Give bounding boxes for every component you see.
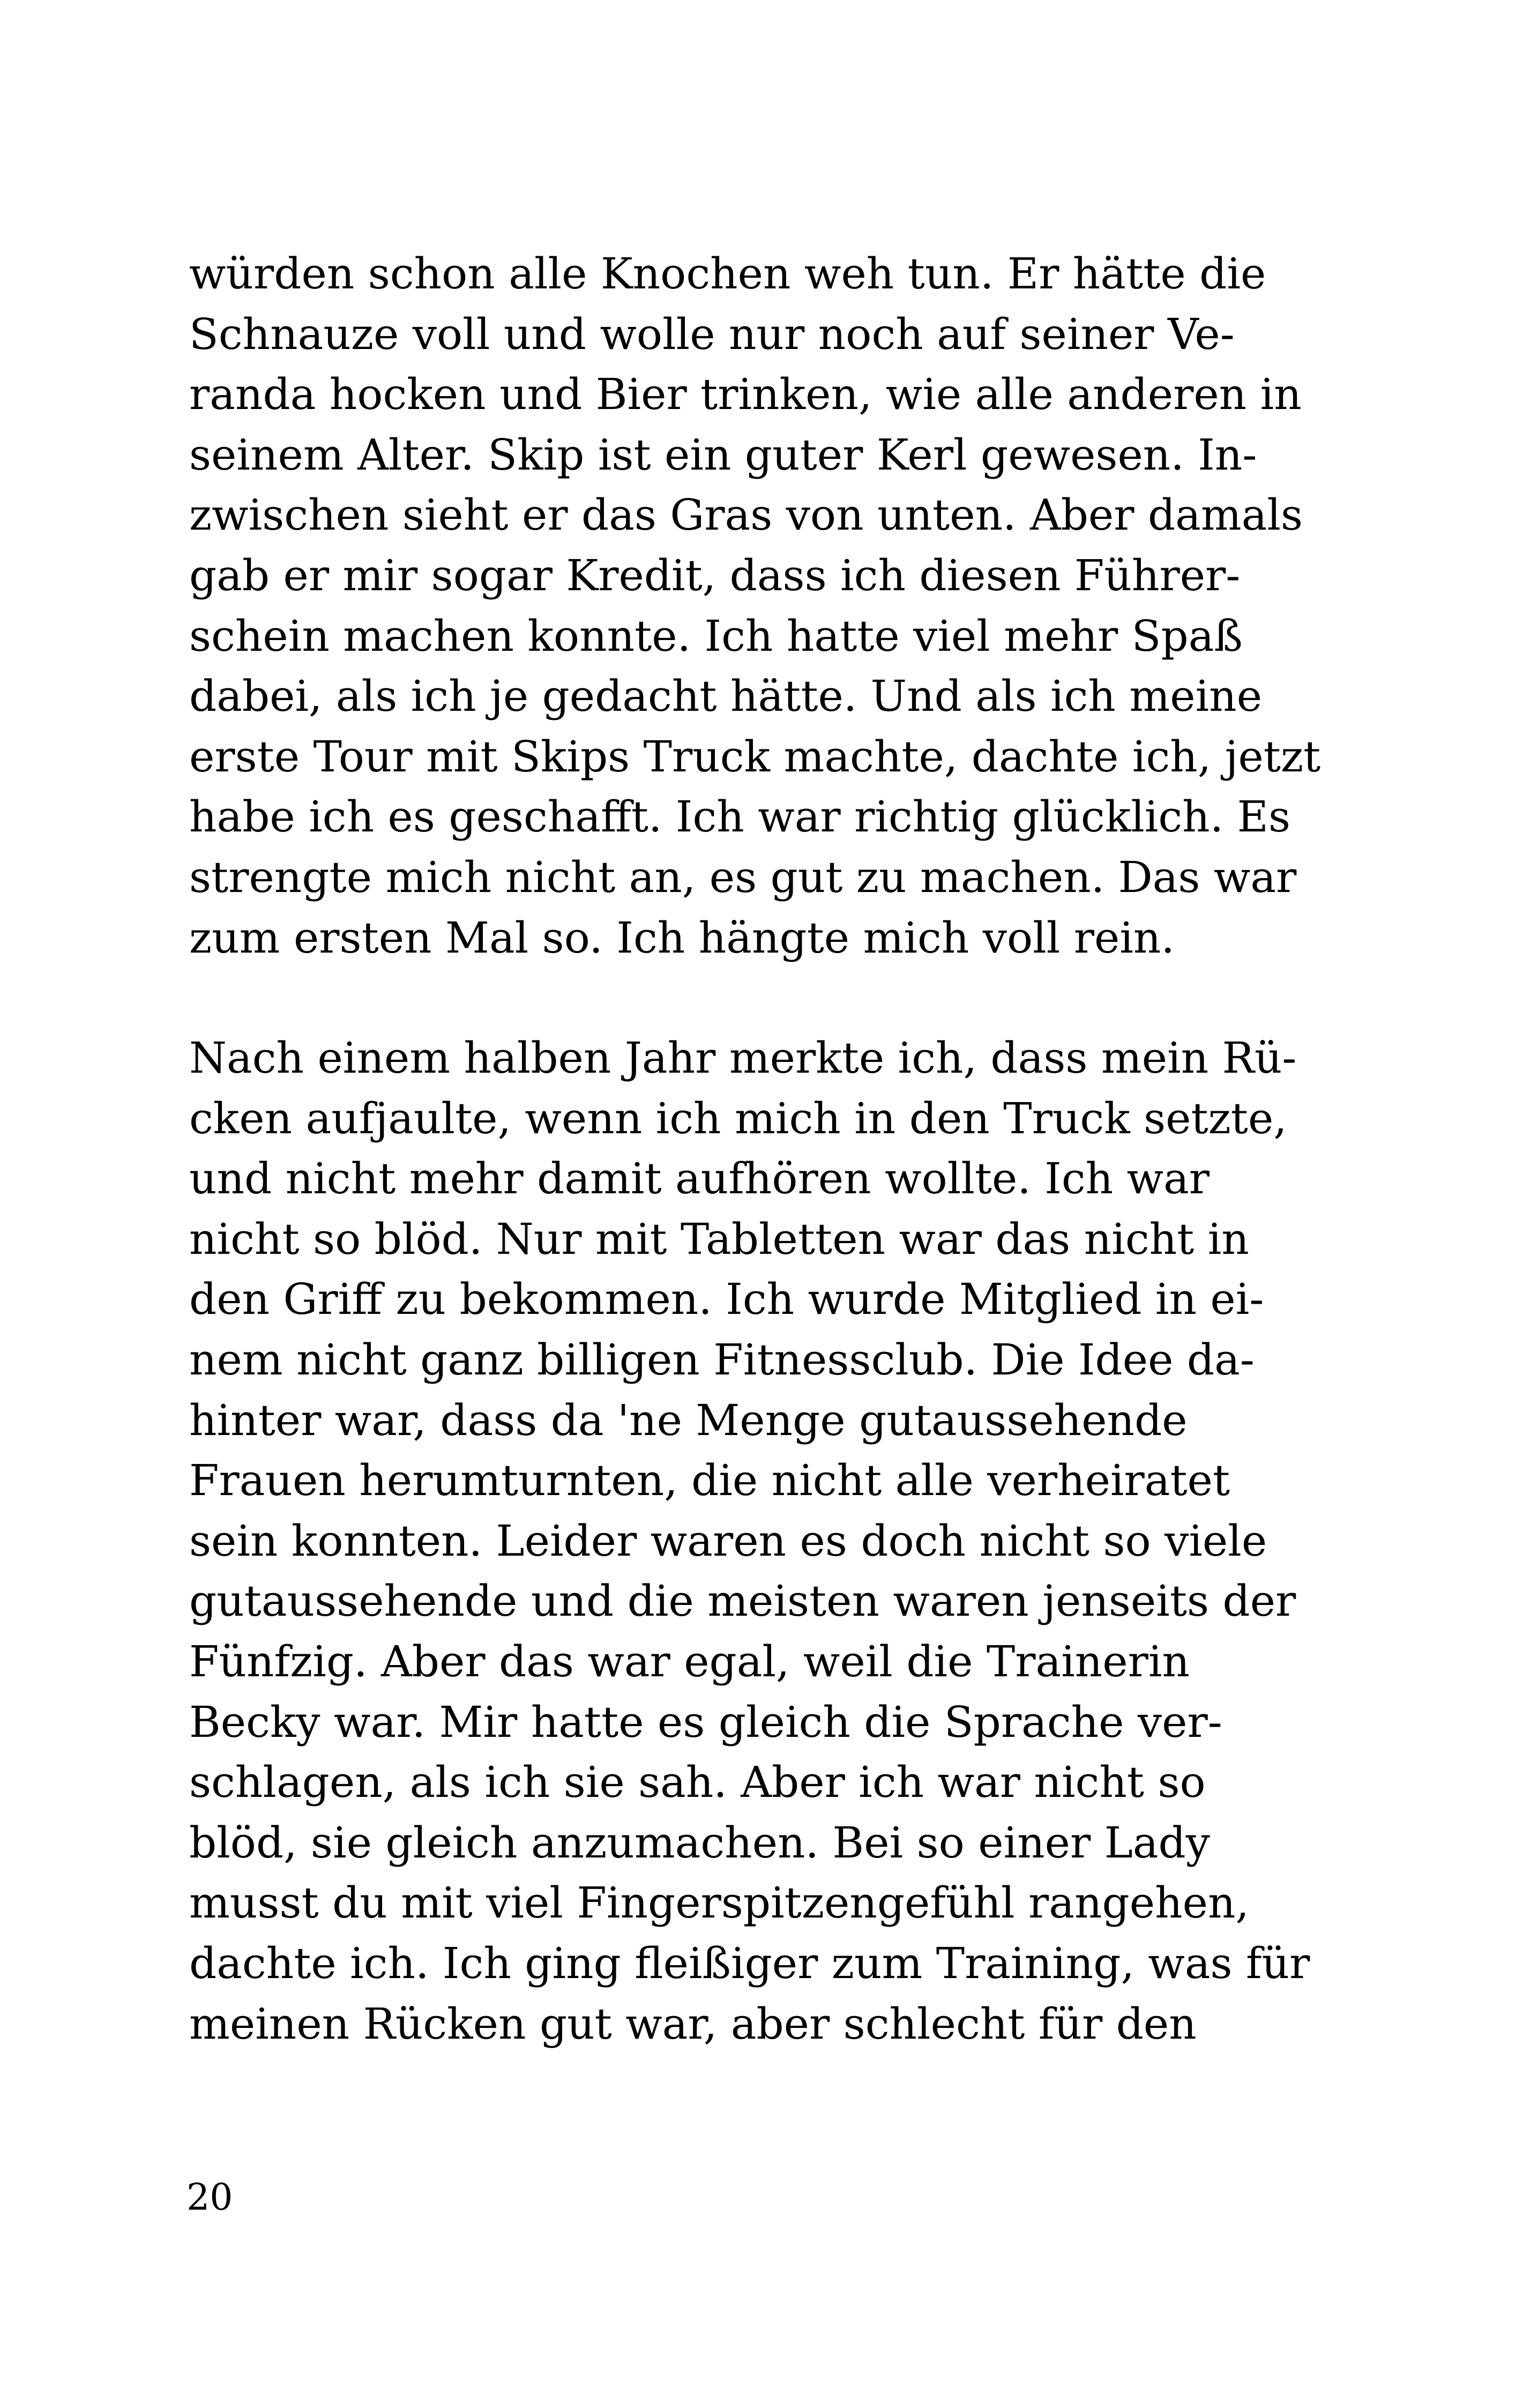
text-line: randa hocken und Bier trinken, wie alle anderen in	[189, 369, 1302, 420]
text-line: blöd, sie gleich anzumachen. Bei so einer Lady	[189, 1817, 1210, 1868]
text-line: cken aufjaulte, wenn ich mich in den Truck setzte,	[189, 1093, 1287, 1143]
text-line: würden schon alle Knochen weh tun. Er hätte die	[189, 249, 1266, 299]
text-line: schlagen, als ich sie sah. Aber ich war nicht so	[189, 1757, 1206, 1808]
text-line: Becky war. Mir hatte es gleich die Sprache ver-	[189, 1697, 1222, 1747]
text-line: musst du mit viel Fingerspitzengefühl rangehen,	[189, 1878, 1249, 1928]
text-line: sein konnten. Leider waren es doch nicht so viele	[189, 1515, 1267, 1566]
text-line: strengte mich nicht an, es gut zu machen. Das war	[189, 852, 1297, 902]
paragraph-2	[189, 1028, 1347, 2054]
text-line: zwischen sieht er das Gras von unten. Aber damals	[189, 490, 1303, 540]
text-line: Frauen herumturnten, die nicht alle verheiratet	[189, 1455, 1230, 1506]
text-line: erste Tour mit Skips Truck machte, dachte ich, jetzt	[189, 731, 1321, 782]
paragraph-1	[189, 244, 1347, 968]
text-line: nem nicht ganz billigen Fitnessclub. Die Idee da-	[189, 1334, 1255, 1385]
text-line: dachte ich. Ich ging fleißiger zum Training, was für	[189, 1938, 1310, 1988]
text-line: Fünfzig. Aber das war egal, weil die Trainerin	[189, 1636, 1190, 1686]
text-line: gab er mir sogar Kredit, dass ich diesen Führer-	[189, 550, 1241, 600]
page-number: 20	[186, 2176, 233, 2219]
text-line: Nach einem halben Jahr merkte ich, dass mein Rü-	[189, 1033, 1297, 1083]
text-line: schein machen konnte. Ich hatte viel mehr Spaß	[189, 611, 1243, 661]
text-line: gutaussehende und die meisten waren jenseits der	[189, 1576, 1296, 1626]
text-line: Schnauze voll und wolle nur noch auf seiner Ve-	[189, 309, 1235, 359]
text-line: seinem Alter. Skip ist ein guter Kerl gewesen. In-	[189, 429, 1257, 480]
text-line: habe ich es geschafft. Ich war richtig glücklich. Es	[189, 792, 1290, 842]
text-line: den Griff zu bekommen. Ich wurde Mitglied in ei-	[189, 1274, 1264, 1325]
text-line: hinter war, dass da 'ne Menge gutaussehende	[189, 1395, 1188, 1445]
text-line: und nicht mehr damit aufhören wollte. Ich war	[189, 1154, 1210, 1204]
text-line: nicht so blöd. Nur mit Tabletten war das nicht in	[189, 1214, 1249, 1264]
text-line: meinen Rücken gut war, aber schlecht für den	[189, 1998, 1197, 2049]
text-line: dabei, als ich je gedacht hätte. Und als ich meine	[189, 671, 1263, 722]
text-line: zum ersten Mal so. Ich hängte mich voll rein.	[189, 912, 1175, 963]
